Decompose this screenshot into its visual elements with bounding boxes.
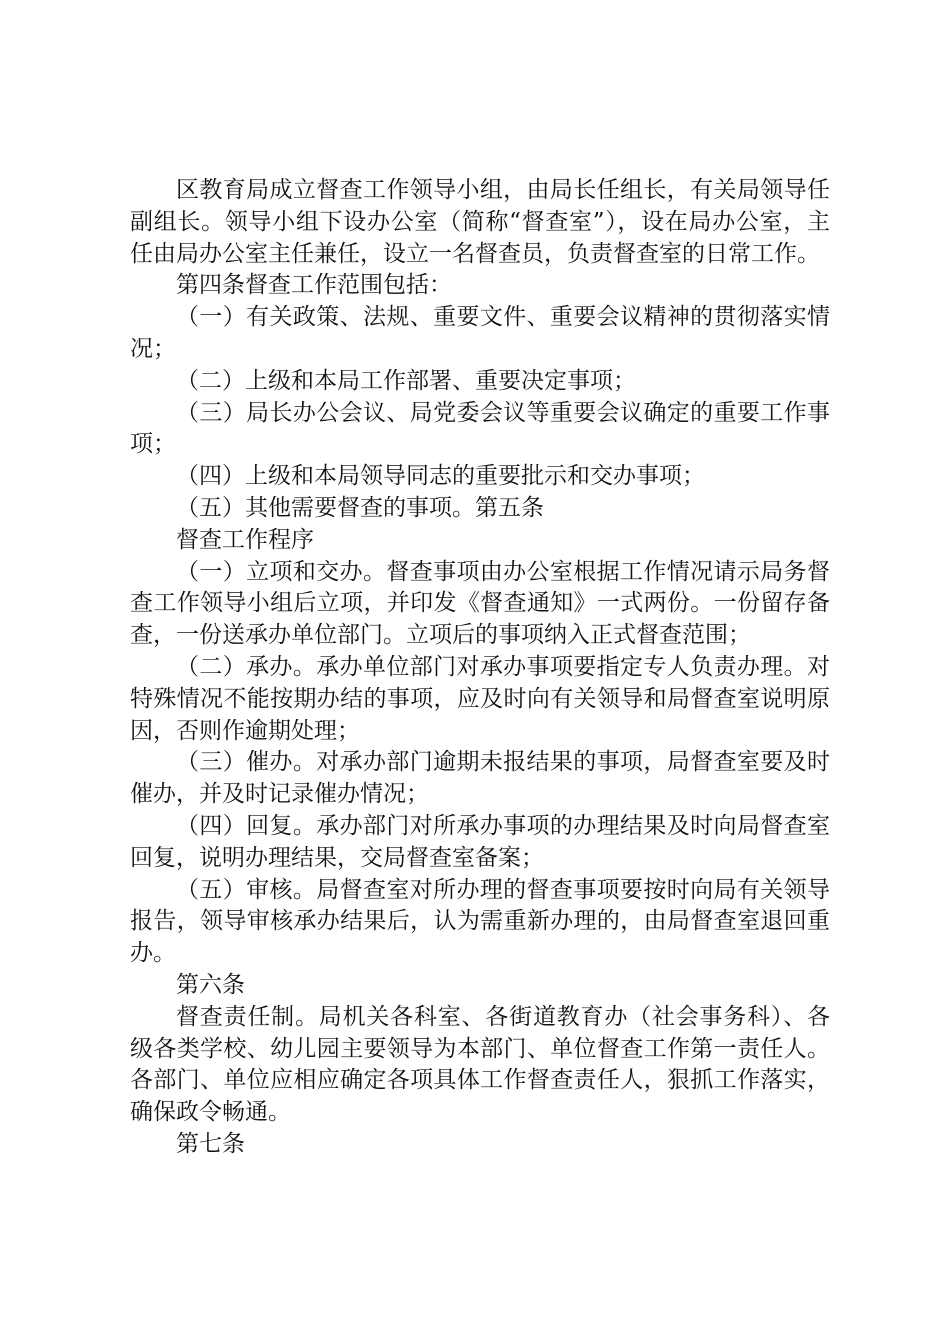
article-four-heading: 第四条督查工作范围包括： [176,272,452,299]
scope-item-1: （一）有关政策、法规、重要文件、重要会议精神的贯彻落实情况； [130,304,830,362]
responsibility-paragraph: 督查责任制。局机关各科室、各街道教育办（社会事务科）、各级各类学校、幼儿园主要领导为本部门、单位督查工作第一责任人。各部门、单位应相应确定各项具体工作督查责任人，狠抓工作落实，确保政令畅通。 [130,1003,830,1126]
scope-item-5: （五）其他需要督查的事项。第五条 [176,494,544,521]
scope-item-2: （二）上级和本局工作部署、重要决定事项； [176,367,636,394]
scope-item-3: （三）局长办公会议、局党委会议等重要会议确定的重要工作事项； [130,399,830,458]
article-six-heading: 第六条 [176,971,245,998]
procedure-item-3: （三）催办。对承办部门逾期未报结果的事项，局督查室要及时催办，并及时记录催办情况； [130,749,830,808]
procedure-item-2: （二）承办。承办单位部门对承办事项要指定专人负责办理。对特殊情况不能按期办结的事项，应及时向有关领导和局督查室说明原因，否则作逾期处理； [130,653,830,744]
scope-item-4: （四）上级和本局领导同志的重要批示和交办事项； [176,463,705,490]
procedure-item-1: （一）立项和交办。督查事项由办公室根据工作情况请示局务督查工作领导小组后立项，并印发《督查通知》一式两份。一份留存备查，一份送承办单位部门。立项后的事项纳入正式督查范围； [130,558,830,649]
document-page [130,175,830,1161]
paragraph-leadership-group: 区教育局成立督查工作领导小组，由局长任组长，有关局领导任副组长。领导小组下设办公室（简称“督查室”），设在局办公室，主任由局办公室主任兼任，设立一名督查员，负责督查室的日常工作。 [130,177,830,267]
procedure-heading: 督查工作程序 [176,526,314,553]
procedure-item-5: （五）审核。局督查室对所办理的督查事项要按时向局有关领导报告，领导审核承办结果后，认为需重新办理的，由局督查室退回重办。 [130,876,830,967]
article-seven-heading: 第七条 [176,1130,245,1157]
procedure-item-4: （四）回复。承办部门对所承办事项的办理结果及时向局督查室回复，说明办理结果，交局督查室备案； [130,812,830,871]
